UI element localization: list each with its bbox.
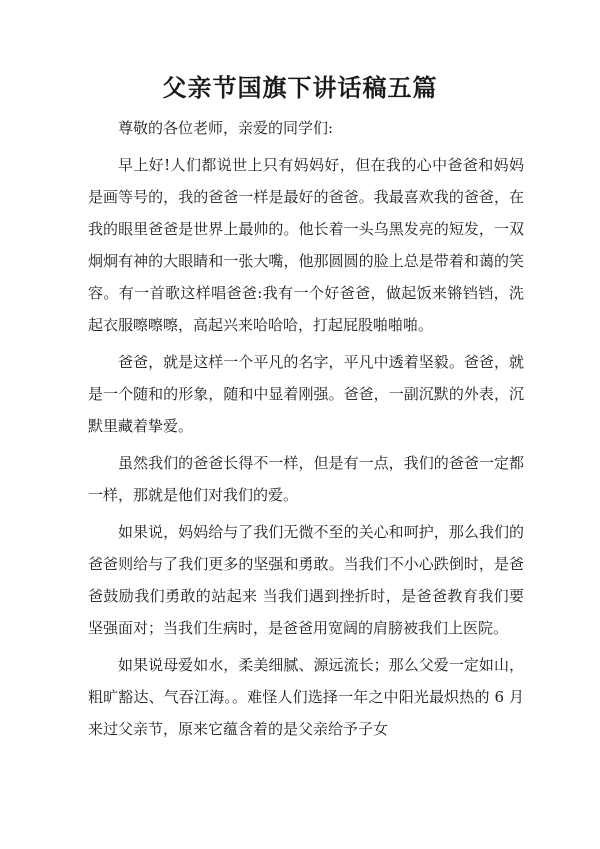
salutation-paragraph: 尊敬的各位老师，亲爱的同学们: — [118, 119, 334, 137]
body-paragraph: 虽然我们的爸爸长得不一样，但是有一点，我们的爸爸一定都一样，那就是他们对我们的爱。 — [88, 454, 524, 504]
body-paragraph: 如果说，妈妈给与了我们无微不至的关心和呵护，那么我们的爸爸则给与了我们更多的坚强和勇敢。当我们不小心跌倒时，是爸爸鼓励我们勇敢的站起来 当我们遇到挫折时，是爸爸教育我们要坚强面对；当我们生病时，是爸爸用宽阔的肩膀被我们上医院。 — [88, 523, 524, 637]
body-paragraph: 爸爸，就是这样一个平凡的名字，平凡中透着坚毅。爸爸，就是一个随和的形象，随和中显着刚强。爸爸，一副沉默的外表，沉默里藏着挚爱。 — [88, 353, 524, 435]
body-paragraph: 如果说母爱如水，柔美细腻、源远流长；那么父爱一定如山，粗旷豁达、气吞江海。。难怪人们选择一年之中阳光最炽热的 6 月来过父亲节，原来它蕴含着的是父亲给予子女 — [88, 656, 524, 738]
document-title: 父亲节国旗下讲话稿五篇 — [162, 73, 438, 102]
body-paragraph: 早上好!人们都说世上只有妈妈好，但在我的心中爸爸和妈妈是画等号的，我的爸爸一样是最好的爸爸。我最喜欢我的爸爸，在我的眼里爸爸是世界上最帅的。他长着一头乌黑发亮的短发，一双炯炯有神的大眼睛和一张大嘴，他那圆圆的脸上总是带着和蔼的笑容。有一首歌这样唱爸爸:我有一个好爸爸，做起饭来锵铛铛，洗起衣服嚓嚓嚓，高起兴来哈哈哈，打起屁股啪啪啪。 — [88, 156, 524, 334]
document-body — [88, 112, 524, 745]
